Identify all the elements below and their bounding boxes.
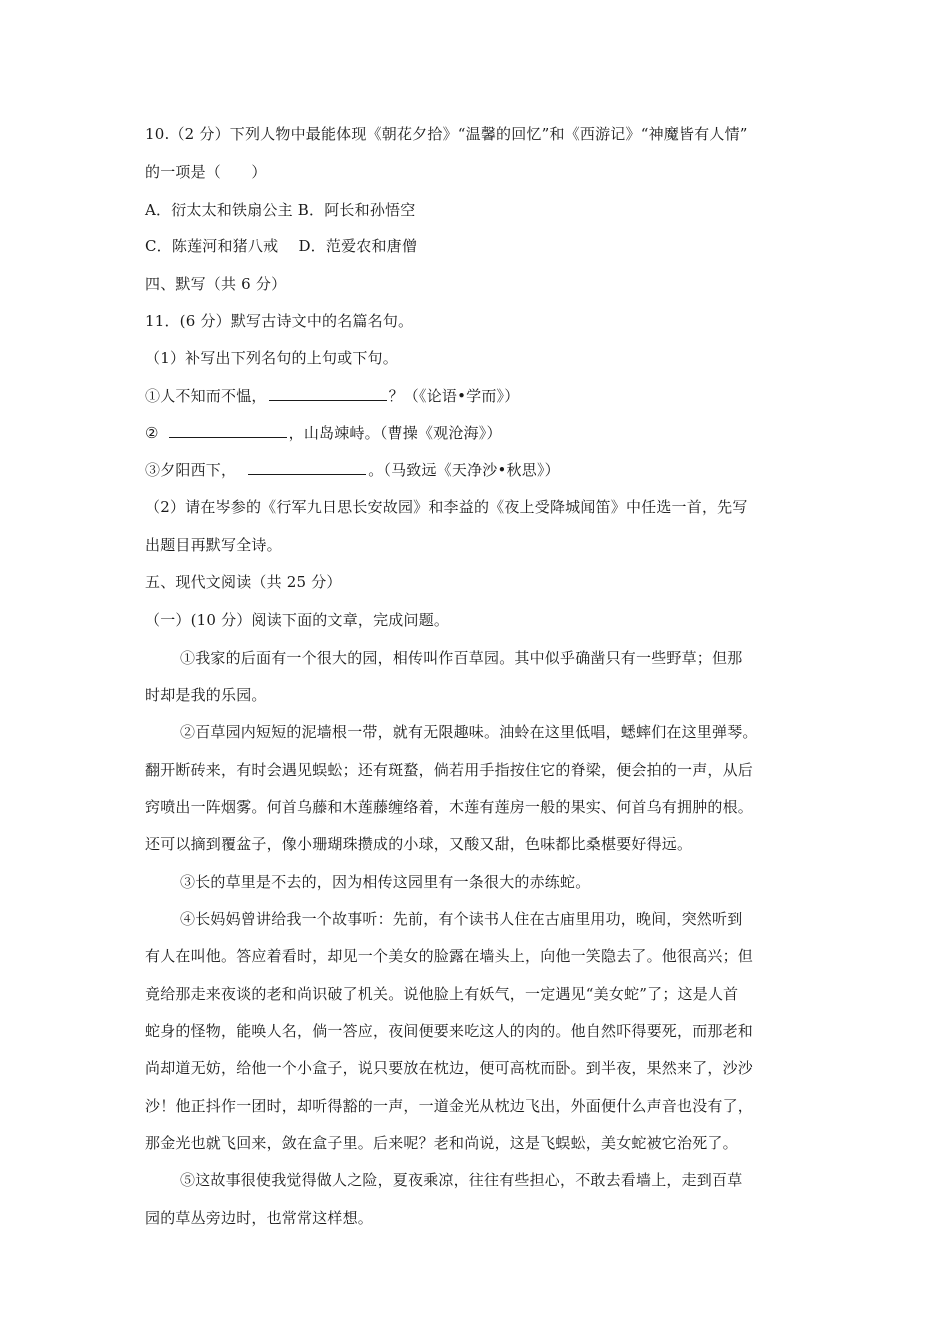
- paragraph-1-line: 时却是我的乐园。: [145, 686, 267, 704]
- question-11-item-3: [145, 460, 815, 480]
- item-1-prefix: ①人不知而不愠，: [145, 387, 267, 405]
- question-10-options-c-d: C．陈莲河和猪八戒 D．范爱农和唐僧: [145, 237, 418, 255]
- paragraph-4-line: ④长妈妈曾讲给我一个故事听：先前，有个读书人住在古庙里用功，晚间，突然听到: [180, 910, 743, 928]
- question-11-title: 11．(6 分）默写古诗文中的名篇名句。: [145, 312, 414, 330]
- question-10-options-a-b: A．衍太太和铁扇公主 B．阿长和孙悟空: [145, 201, 416, 219]
- fill-in-blank-2[interactable]: [169, 423, 287, 438]
- item-1-suffix: ？（《论语•学而》）: [388, 387, 520, 405]
- fill-in-blank-1[interactable]: [269, 386, 387, 401]
- paragraph-2-line: ②百草园内短短的泥墙根一带，就有无限趣味。油蛉在这里低唱，蟋蟀们在这里弹琴。: [180, 723, 758, 741]
- paragraph-3-line: ③长的草里是不去的，因为相传这园里有一条很大的赤练蛇。: [180, 873, 591, 891]
- paragraph-2-line: 窍喷出一阵烟雾。何首乌藤和木莲藤缠络着，木莲有莲房一般的果实、何首乌有拥肿的根。: [145, 798, 754, 816]
- question-11-part-2-continued: 出题目再默写全诗。: [145, 536, 282, 554]
- question-11-part-2: （2）请在岑参的《行军九日思长安故园》和李益的《夜上受降城闻笛》中任选一首，先写: [145, 498, 748, 516]
- paragraph-4-line: 竟给那走来夜谈的老和尚识破了机关。说他脸上有妖气，一定遇见“美女蛇”了；这是人首: [145, 985, 739, 1003]
- paragraph-2-line: 翻开断砖来，有时会遇见蜈蚣；还有斑蝥，倘若用手指按住它的脊梁，便会拍的一声，从后: [145, 761, 754, 779]
- question-11-item-1: [145, 386, 815, 406]
- section-5-heading: 五、现代文阅读（共 25 分）: [145, 573, 342, 591]
- reading-1-heading: （一）(10 分）阅读下面的文章，完成问题。: [145, 611, 450, 629]
- item-3-suffix: 。（马致远《天净沙•秋思》）: [368, 461, 560, 479]
- question-10-stem: 10.（2 分）下列人物中最能体现《朝花夕拾》“温馨的回忆”和《西游记》“神魔皆有人情”: [145, 125, 748, 143]
- item-2-suffix: ，山岛竦峙。（曹操《观沧海》）: [288, 424, 502, 442]
- paragraph-5-line: ⑤这故事很使我觉得做人之险，夏夜乘凉，往往有些担心，不敢去看墙上，走到百草: [180, 1171, 743, 1189]
- paragraph-4-line: 蛇身的怪物，能唤人名，倘一答应，夜间便要来吃这人的肉的。他自然吓得要死，而那老和: [145, 1022, 754, 1040]
- paragraph-5-line: 园的草丛旁边时，也常常这样想。: [145, 1209, 374, 1227]
- paragraph-1-line: ①我家的后面有一个很大的园，相传叫作百草园。其中似乎确凿只有一些野草；但那: [180, 649, 743, 667]
- paragraph-4-line: 那金光也就飞回来，敛在盒子里。后来呢？老和尚说，这是飞蜈蚣，美女蛇被它治死了。: [145, 1134, 738, 1152]
- paragraph-2-line: 还可以摘到覆盆子，像小珊瑚珠攒成的小球，又酸又甜，色味都比桑椹要好得远。: [145, 835, 693, 853]
- item-3-prefix: ③夕阳西下，: [145, 461, 237, 479]
- question-11-part-1-title: （1）补写出下列名句的上句或下句。: [145, 349, 398, 367]
- fill-in-blank-3[interactable]: [248, 460, 366, 475]
- question-11-item-2: [145, 423, 815, 443]
- paragraph-4-line: 沙！他正抖作一团时，却听得豁的一声，一道金光从枕边飞出，外面便什么声音也没有了，: [145, 1097, 754, 1115]
- question-10-stem-continued: 的一项是（ ）: [145, 163, 267, 181]
- paragraph-4-line: 尚却道无妨，给他一个小盒子，说只要放在枕边，便可高枕而卧。到半夜，果然来了，沙沙: [145, 1059, 754, 1077]
- section-4-heading: 四、默写（共 6 分）: [145, 275, 287, 293]
- paragraph-4-line: 有人在叫他。答应着看时，却见一个美女的脸露在墙头上，向他一笑隐去了。他很高兴；但: [145, 947, 754, 965]
- item-2-prefix: ②: [145, 424, 159, 442]
